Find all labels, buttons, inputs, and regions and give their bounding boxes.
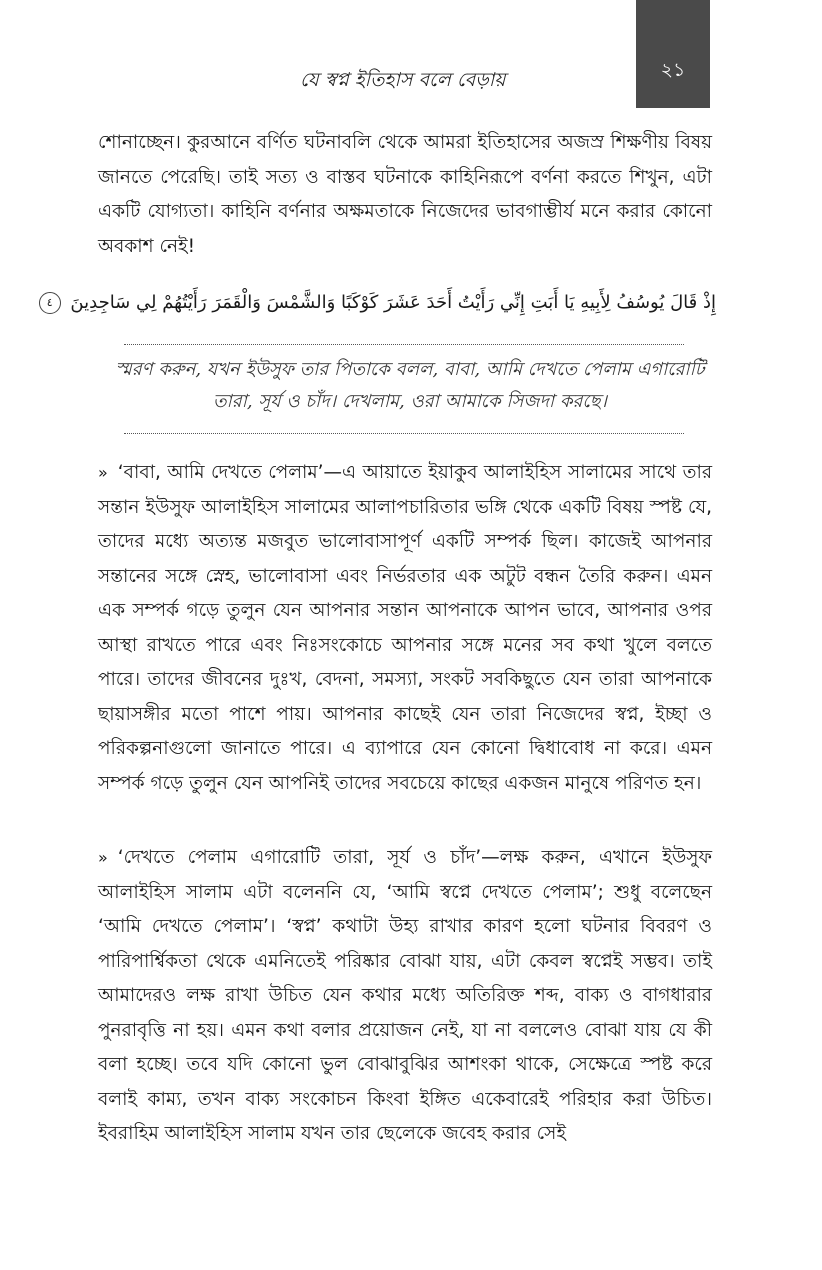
running-header-title: যে স্বপ্ন ইতিহাস বলে বেড়ায় — [300, 69, 506, 91]
dotted-divider-top — [124, 344, 684, 345]
quran-verse — [46, 288, 716, 318]
verse-translation: স্মরণ করুন, যখন ইউসুফ তার পিতাকে বলল, বাবা, আমি দেখতে পেলাম এগারোটি তারা, সূর্য ও চাঁদ। দেখলাম, ওরা আমাকে সিজদা করছে। — [115, 359, 705, 412]
verse-text: إِذْ قَالَ يُوسُفُ لِأَبِيهِ يَا أَبَتِ إِنِّي رَأَيْتُ أَحَدَ عَشَرَ كَوْكَبًا وَالشَّمْسَ وَالْقَمَرَ رَأَيْتُهُمْ لِي سَاجِدِينَ — [70, 292, 716, 313]
verse-number-mark: ٤ — [39, 292, 61, 314]
page-number: ২১ — [660, 59, 686, 81]
bullet-marker: » — [98, 463, 108, 482]
paragraph-2-text: ‘বাবা, আমি দেখতে পেলাম’—এ আয়াতে ইয়াকুব আলাইহিস সালামের সাথে তার সন্তান ইউসুফ আলাইহিস সালামের আলাপচারিতার ভঙ্গি থেকে একটি বিষয় স্পষ্ট যে, তাদের মধ্যে অত্যন্ত মজবুত ভালোবাসাপূর্ণ একটি সম্পর্ক ছিল। কাজেই আপনার সন্তানের সঙ্গে স্নেহ, ভালোবাসা এবং নির্ভরতার এক অটুট বন্ধন তৈরি করুন। এমন এক সম্পর্ক গড়ে তুলুন যেন আপনার সন্তান আপনাকে আপন ভাবে, আপনার ওপর আস্থা রাখতে পারে এবং নিঃসংকোচে আপনার সঙ্গে মনের সব কথা খুলে বলতে পারে। তাদের জীবনের দুঃখ, বেদনা, সমস্যা, সংকট সবকিছুতে যেন তারা আপনাকে ছায়াসঙ্গীর মতো পাশে পায়। আপনার কাছেই যেন তারা নিজেদের স্বপ্ন, ইচ্ছা ও পরিকল্পনাগুলো জানাতে পারে। এ ব্যাপারে যেন কোনো দ্বিধাবোধ না করে। এমন সম্পর্ক গড়ে তুলুন যেন আপনিই তাদের সবচেয়ে কাছের একজন মানুষে পরিণত হন। — [98, 462, 712, 794]
paragraph-3 — [98, 841, 712, 1152]
paragraph-3-text: ‘দেখতে পেলাম এগারোটি তারা, সূর্য ও চাঁদ’—লক্ষ করুন, এখানে ইউসুফ আলাইহিস সালাম এটা বলেননি যে, ‘আমি স্বপ্নে দেখতে পেলাম’; শুধু বলেছেন ‘আমি দেখতে পেলাম’। ‘স্বপ্ন’ কথাটা উহ্য রাখার কারণ হলো ঘটনার বিবরণ ও পারিপার্শ্বিকতা থেকে এমনিতেই পরিষ্কার বোঝা যায়, এটা কেবল স্বপ্নেই সম্ভব। তাই আমাদেরও লক্ষ রাখা উচিত যেন কথার মধ্যে অতিরিক্ত শব্দ, বাক্য ও বাগধারার পুনরাবৃত্তি না হয়। এমন কথা বলার প্রয়োজন নেই, যা না বললেও বোঝা যায় যে কী বলা হচ্ছে। তবে যদি কোনো ভুল বোঝাবুঝির আশংকা থাকে, সেক্ষেত্রে স্পষ্ট করে বলাই কাম্য, তখন বাক্য সংকোচন কিংবা ইঙ্গিত একেবারেই পরিহার করা উচিত। ইবরাহিম আলাইহিস সালাম যখন তার ছেলেকে জবেহ করার সেই — [98, 847, 712, 1144]
paragraph-1: শোনাচ্ছেন। কুরআনে বর্ণিত ঘটনাবলি থেকে আমরা ইতিহাসের অজস্র শিক্ষণীয় বিষয় জানতে পেরেছি। তাই সত্য ও বাস্তব ঘটনাকে কাহিনিরূপে বর্ণনা করতে শিখুন, এটা একটি যোগ্যতা। কাহিনি বর্ণনার অক্ষমতাকে নিজেদের ভাবগাম্ভীর্য মনে করার কোনো অবকাশ নেই! — [98, 132, 712, 257]
bullet-marker: » — [98, 848, 108, 867]
page-number-tab — [636, 0, 710, 108]
paragraph-2 — [98, 456, 712, 801]
dotted-divider-bottom — [124, 433, 684, 434]
